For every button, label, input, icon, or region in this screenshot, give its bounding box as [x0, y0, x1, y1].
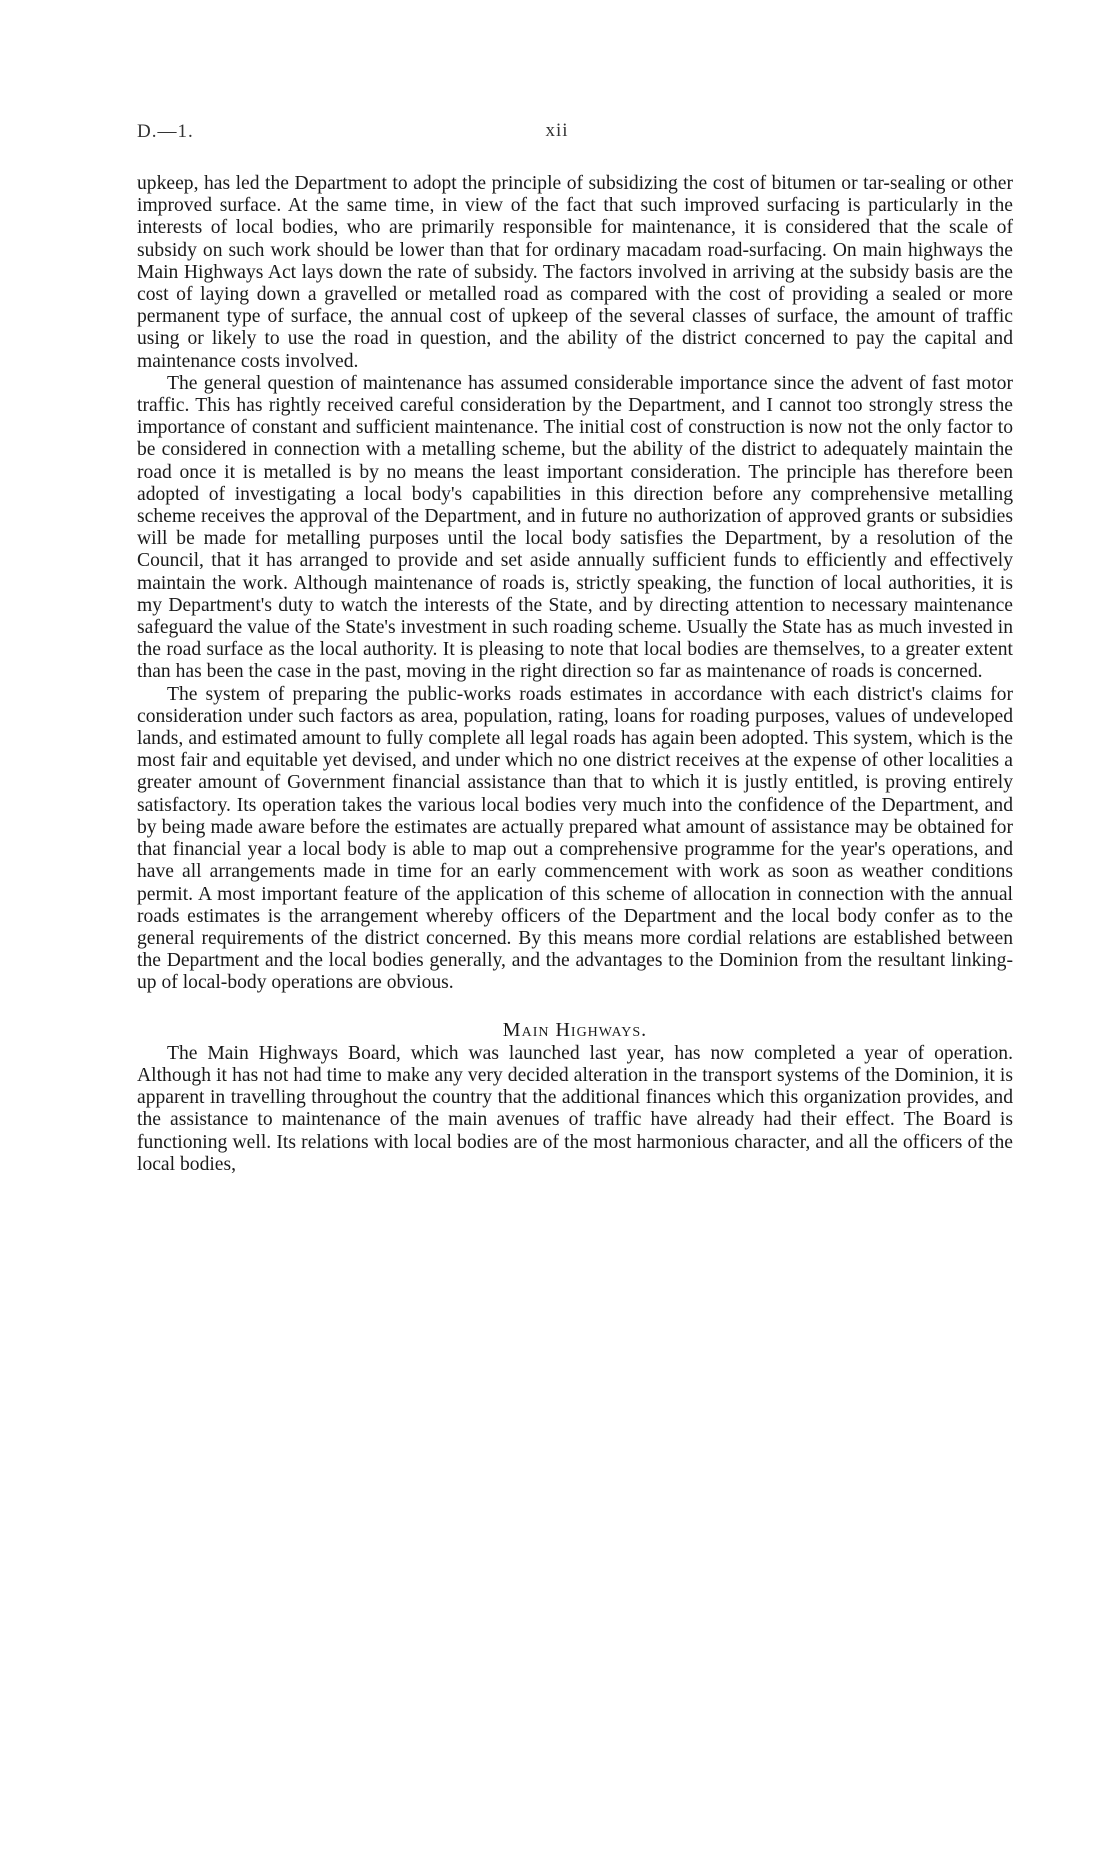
paragraph-2: The general question of maintenance has assumed considerable importance since the advent of fast motor traffic. This has rightly received careful consideration by the Department, and I cannot too strongly stress the importance of constant and sufficient maintenance. The initial cost of construction is now not the only factor to be considered in connection with a metalling scheme, but the ability of the district to adequately maintain the road once it is metalled is by no means the least important consideration. The principle has therefore been adopted of investigating a local body's capabilities in this direction before any comprehensive metalling scheme receives the approval of the Department, and in future no authorization of approved grants or subsidies will be made for metalling purposes until the local body satisfies the Department, by a resolution of the Council, that it has arranged to provide and set aside annually sufficient funds to efficiently and effectively maintain the work. Although maintenance of roads is, strictly speaking, the function of local authorities, it is my Department's duty to watch the interests of the State, and by directing attention to necessary maintenance safeguard the value of the State's investment in such roading scheme. Usually the State has as much invested in the road surface as the local authority. It is pleasing to note that local bodies are themselves, to a greater extent than has been the case in the past, moving in the right direction so far as maintenance of roads is concerned.: [137, 372, 1013, 683]
section-paragraph: The Main Highways Board, which was launched last year, has now completed a year of operation. Although it has not had time to make any very decided alteration in the transport systems of the Dominion, it is apparent in travelling throughout the country that the additional finances which this organization provides, and the assistance to maintenance of the main avenues of traffic have already had their effect. The Board is functioning well. Its relations with local bodies are of the most harmonious character, and all the officers of the local bodies,: [137, 1042, 1013, 1175]
page-number: xii: [545, 120, 569, 141]
body-text: [137, 173, 1013, 1176]
paragraph-3: The system of preparing the public-works roads estimates in accordance with each district's claims for consideration under such factors as area, population, rating, loans for roading purposes, values of undeveloped lands, and estimated amount to fully complete all legal roads has again been adopted. This system, which is the most fair and equitable yet devised, and under which no one district receives at the expense of other localities a greater amount of Government financial assistance than that to which it is justly entitled, is proving entirely satisfactory. Its operation takes the various local bodies very much into the confidence of the Department, and by being made aware before the estimates are actually prepared what amount of assistance may be obtained for that financial year a local body is able to map out a comprehensive programme for the year's operations, and have all arrangements made in time for an early commencement with work as soon as weather conditions permit. A most important feature of the application of this scheme of allocation in connection with the annual roads estimates is the arrangement whereby officers of the Department and the local body confer as to the general requirements of the district concerned. By this means more cordial relations are established between the Department and the local bodies generally, and the advantages to the Dominion from the resultant linking-up of local-body operations are obvious.: [137, 683, 1013, 994]
section-heading: Main Highways.: [502, 1018, 648, 1041]
paragraph-1: upkeep, has led the Department to adopt the principle of subsidizing the cost of bitumen or tar-sealing or other improved surface. At the same time, in view of the fact that such improved surfacing is particularly in the interests of local bodies, who are primarily responsible for maintenance, it is considered that the scale of subsidy on such work should be lower than that for ordinary macadam road-surfacing. On main highways the Main Highways Act lays down the rate of subsidy. The factors involved in arriving at the subsidy basis are the cost of laying down a gravelled or metalled road as compared with the cost of providing a sealed or more permanent type of surface, the annual cost of upkeep of the several classes of surface, the amount of traffic using or likely to use the road in question, and the ability of the district concerned to pay the capital and maintenance costs involved.: [137, 173, 1013, 372]
document-reference: D.—1.: [137, 121, 194, 142]
